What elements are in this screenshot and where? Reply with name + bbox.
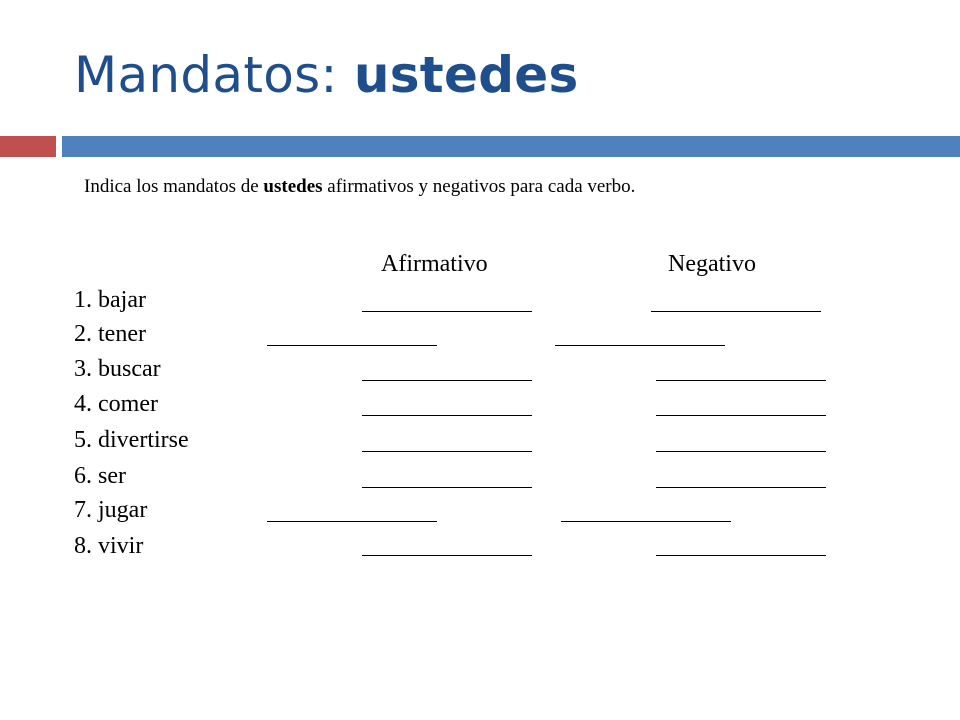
answer-blank-affirmative[interactable] xyxy=(362,311,532,312)
exercise-row-label: 2. tener xyxy=(74,321,146,347)
exercise-row-label: 6. ser xyxy=(74,463,126,489)
exercise-row-label: 5. divertirse xyxy=(74,427,189,453)
exercise-row-label: 8. vivir xyxy=(74,533,144,559)
answer-blank-affirmative[interactable] xyxy=(267,521,437,522)
answer-blank-negative[interactable] xyxy=(656,487,826,488)
answer-blank-affirmative[interactable] xyxy=(362,451,532,452)
column-header-negative: Negativo xyxy=(668,251,756,277)
title-rule-red-block xyxy=(0,136,56,157)
answer-blank-negative[interactable] xyxy=(651,311,821,312)
answer-blank-negative[interactable] xyxy=(656,555,826,556)
column-header-affirmative: Afirmativo xyxy=(381,251,488,277)
instructions-bold: ustedes xyxy=(263,176,323,197)
answer-blank-negative[interactable] xyxy=(561,521,731,522)
exercise-row-label: 1. bajar xyxy=(74,287,146,313)
title-regular: Mandatos: xyxy=(74,46,354,104)
answer-blank-negative[interactable] xyxy=(555,345,725,346)
answer-blank-affirmative[interactable] xyxy=(362,487,532,488)
instructions-after: afirmativos y negativos para cada verbo. xyxy=(322,176,636,197)
slide-title xyxy=(74,40,579,110)
answer-blank-negative[interactable] xyxy=(656,380,826,381)
instructions-before: Indica los mandatos de xyxy=(84,176,264,197)
answer-blank-negative[interactable] xyxy=(656,451,826,452)
instructions-text xyxy=(84,172,635,202)
exercise-row-label: 3. buscar xyxy=(74,356,161,382)
answer-blank-affirmative[interactable] xyxy=(362,380,532,381)
title-bold: ustedes xyxy=(353,46,579,104)
exercise-row-label: 7. jugar xyxy=(74,497,148,523)
answer-blank-affirmative[interactable] xyxy=(267,345,437,346)
answer-blank-affirmative[interactable] xyxy=(362,415,532,416)
title-rule-blue-bar xyxy=(62,136,960,157)
exercise-row-label: 4. comer xyxy=(74,391,158,417)
answer-blank-negative[interactable] xyxy=(656,415,826,416)
answer-blank-affirmative[interactable] xyxy=(362,555,532,556)
